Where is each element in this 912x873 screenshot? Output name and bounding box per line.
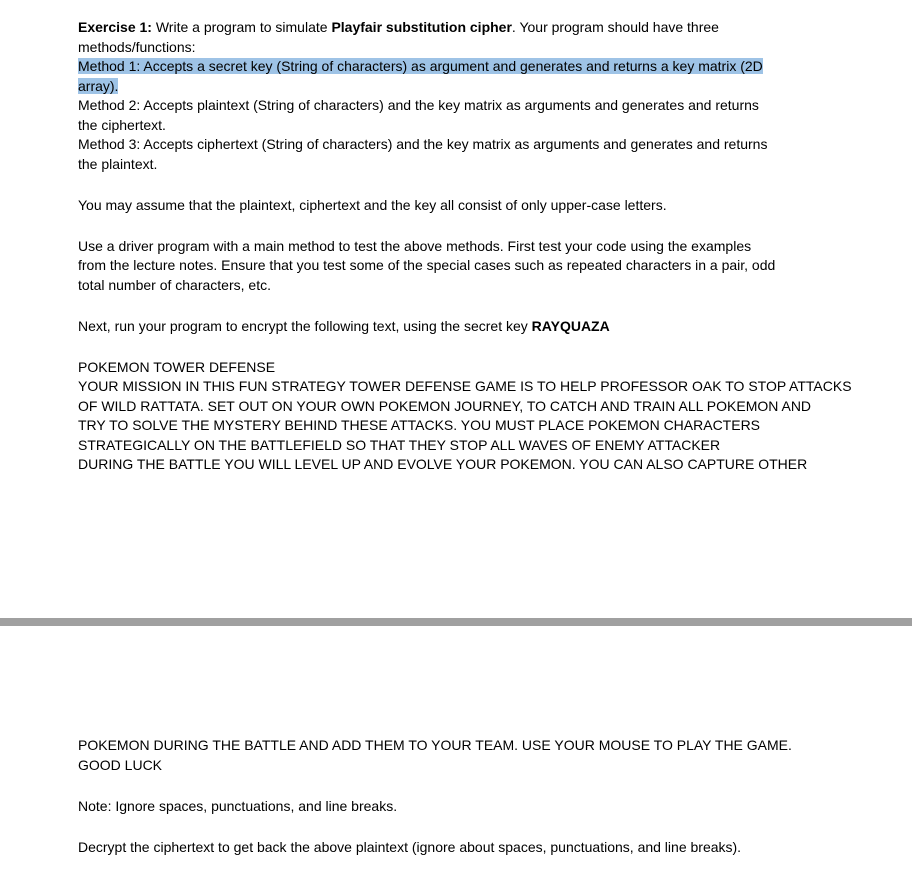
- plaintext-continued-line-1: POKEMON DURING THE BATTLE AND ADD THEM TO YOUR TEAM. USE YOUR MOUSE TO PLAY THE GAME.: [78, 737, 792, 753]
- plaintext-line: DURING THE BATTLE YOU WILL LEVEL UP AND EVOLVE YOUR POKEMON. YOU CAN ALSO CAPTURE OTHER: [78, 456, 808, 472]
- plaintext-continued-line-2: GOOD LUCK: [78, 756, 163, 773]
- paragraph-gap: [78, 816, 818, 838]
- selected-text[interactable]: Method 1: Accepts a secret key (String of characters) as argument and generates and returns a key matrix (2D: [78, 58, 763, 74]
- driver-line-3: total number of characters, etc.: [78, 276, 271, 293]
- secret-key: RAYQUAZA: [531, 317, 610, 334]
- encrypt-instruction: [78, 317, 818, 337]
- paragraph-gap: [78, 336, 818, 358]
- page-break-separator: [0, 618, 912, 626]
- exercise-label: Exercise 1:: [78, 19, 152, 35]
- page-2-content: [78, 736, 818, 857]
- paragraph-gap: [78, 215, 818, 237]
- plaintext-line: YOUR MISSION IN THIS FUN STRATEGY TOWER DEFENSE GAME IS TO HELP PROFESSOR OAK TO STOP ATTACKS: [78, 378, 852, 394]
- note-paragraph: Note: Ignore spaces, punctuations, and line breaks.: [78, 797, 398, 814]
- document-page-2: [0, 626, 912, 873]
- exercise-heading-line: [78, 18, 818, 38]
- method-2-line-1: Method 2: Accepts plaintext (String of characters) and the key matrix as arguments and generates and returns: [78, 97, 759, 113]
- exercise-text-b: . Your program should have three: [511, 19, 719, 35]
- decrypt-instruction: Decrypt the ciphertext to get back the above plaintext (ignore about spaces, punctuations, and line breaks).: [78, 838, 742, 855]
- method-3-line-2: the plaintext.: [78, 155, 158, 172]
- method-1-line-1[interactable]: [78, 57, 818, 77]
- selected-text[interactable]: array).: [78, 77, 119, 94]
- method-3-line-1: Method 3: Accepts ciphertext (String of characters) and the key matrix as arguments and generates and returns: [78, 136, 768, 152]
- plaintext-line: OF WILD RATTATA. SET OUT ON YOUR OWN POKEMON JOURNEY, TO CATCH AND TRAIN ALL POKEMON AND: [78, 397, 812, 414]
- assumption-paragraph: You may assume that the plaintext, ciphertext and the key all consist of only upper-case letters.: [78, 196, 667, 213]
- plaintext-line: TRY TO SOLVE THE MYSTERY BEHIND THESE ATTACKS. YOU MUST PLACE POKEMON CHARACTERS: [78, 417, 761, 433]
- page-1-content: [78, 18, 852, 475]
- cipher-name: Playfair substitution cipher: [331, 19, 512, 35]
- paragraph-gap: [78, 174, 818, 196]
- paragraph-gap: [78, 775, 818, 797]
- exercise-text-a: Write a program to simulate: [151, 19, 332, 35]
- encrypt-instruction-text: Next, run your program to encrypt the following text, using the secret key: [78, 317, 532, 334]
- driver-line-2: from the lecture notes. Ensure that you test some of the special cases such as repeated characters in a pair, odd: [78, 257, 776, 273]
- plaintext-line: STRATEGICALLY ON THE BATTLEFIELD SO THAT THEY STOP ALL WAVES OF ENEMY ATTACKER: [78, 436, 721, 453]
- plaintext-line: POKEMON TOWER DEFENSE: [78, 358, 276, 375]
- exercise-line-2: methods/functions:: [78, 38, 196, 55]
- driver-line-1: Use a driver program with a main method to test the above methods. First test your code using the examples: [78, 237, 752, 254]
- method-1-line-2[interactable]: [78, 77, 818, 97]
- method-2-line-2: the ciphertext.: [78, 116, 166, 133]
- paragraph-gap: [78, 295, 818, 317]
